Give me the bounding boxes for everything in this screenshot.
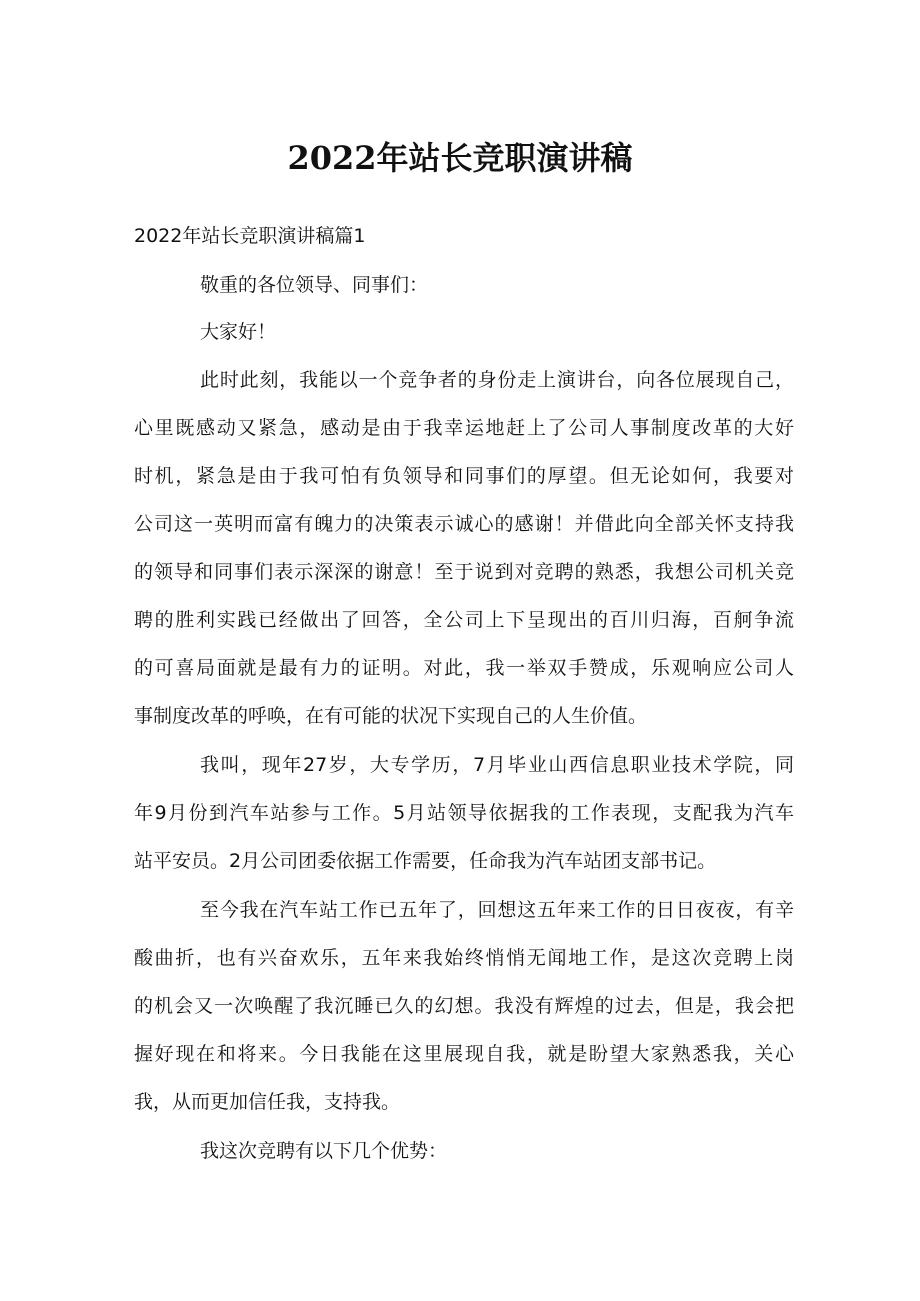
salutation-line: 敬重的各位领导、同事们： xyxy=(200,274,429,296)
paragraph-line: 我，从而更加信任我，支持我。 xyxy=(134,1091,401,1113)
paragraph-line: 此时此刻，我能以一个竞争者的身份走上演讲台，向各位展现自己， xyxy=(200,369,794,391)
paragraph-line: 的可喜局面就是最有力的证明。对此，我一举双手赞成，乐观响应公司人 xyxy=(134,657,794,679)
greeting-line: 大家好！ xyxy=(200,321,277,343)
paragraph-line: 事制度改革的呼唤，在有可能的状况下实现自己的人生价值。 xyxy=(134,705,648,727)
section-heading: 2022年站长竞职演讲稿篇1 xyxy=(134,225,366,247)
document-title: 2022年站长竞职演讲稿 xyxy=(287,139,633,177)
paragraph-line: 我叫，现年27岁，大专学历，7月毕业山西信息职业技术学院，同 xyxy=(200,754,794,776)
paragraph-line: 我这次竞聘有以下几个优势： xyxy=(200,1140,448,1162)
paragraph-line: 公司这一英明而富有魄力的决策表示诚心的感谢！并借此向全部关怀支持我 xyxy=(134,513,794,535)
paragraph-line: 站平安员。2月公司团委依据工作需要，任命我为汽车站团支部书记。 xyxy=(134,850,717,872)
paragraph-line: 聘的胜利实践已经做出了回答，全公司上下呈现出的百川归海，百舸争流 xyxy=(134,609,794,631)
paragraph-line: 年9月份到汽车站参与工作。5月站领导依据我的工作表现，支配我为汽车 xyxy=(134,802,794,824)
paragraph-line: 的机会又一次唤醒了我沉睡已久的幻想。我没有辉煌的过去，但是，我会把 xyxy=(134,995,794,1017)
paragraph-line: 至今我在汽车站工作已五年了，回想这五年来工作的日日夜夜，有辛 xyxy=(200,899,794,921)
paragraph-line: 的领导和同事们表示深深的谢意！至于说到对竞聘的熟悉，我想公司机关竞 xyxy=(134,561,794,583)
paragraph-line: 心里既感动又紧急，感动是由于我幸运地赶上了公司人事制度改革的大好 xyxy=(134,417,794,439)
paragraph-line: 时机，紧急是由于我可怕有负领导和同事们的厚望。但无论如何，我要对 xyxy=(134,465,794,487)
paragraph-line: 酸曲折，也有兴奋欢乐，五年来我始终悄悄无闻地工作，是这次竞聘上岗 xyxy=(134,947,794,969)
paragraph-line: 握好现在和将来。今日我能在这里展现自我，就是盼望大家熟悉我，关心 xyxy=(134,1043,794,1065)
